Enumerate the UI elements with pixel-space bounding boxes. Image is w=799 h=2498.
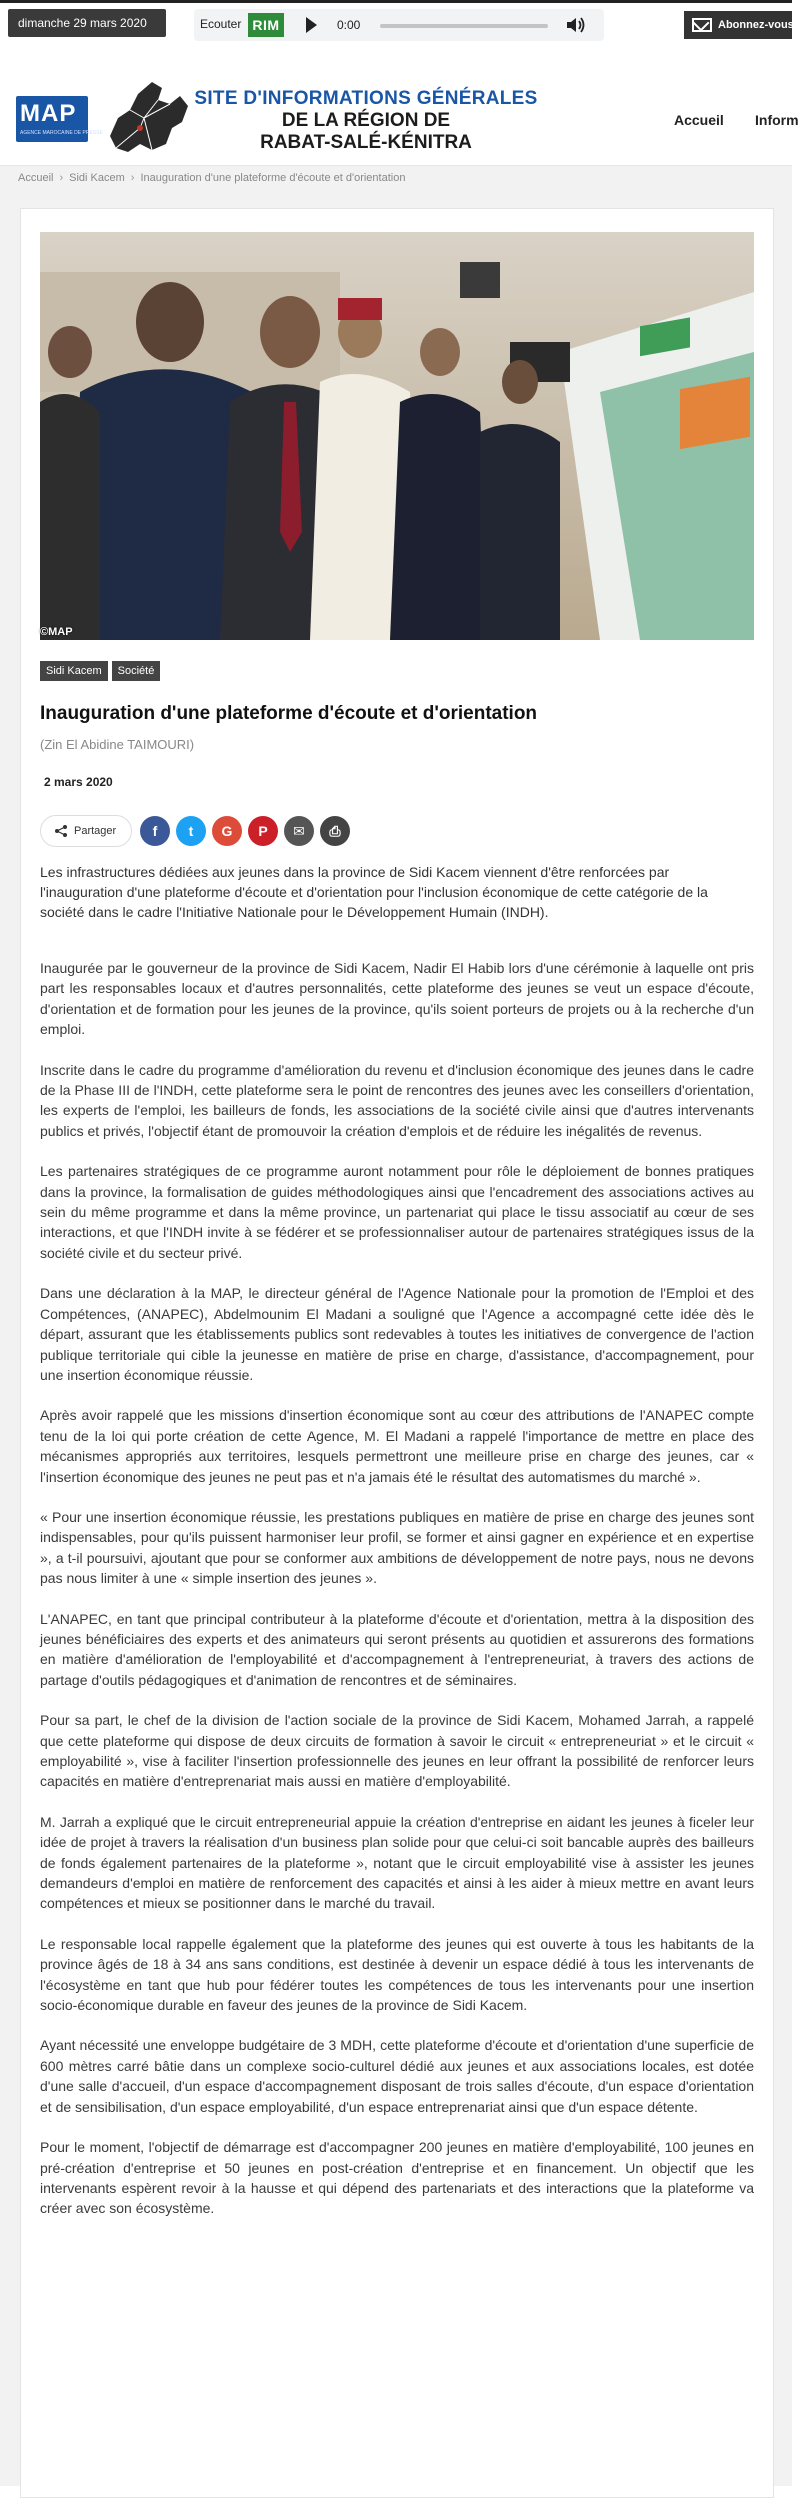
share-button[interactable] bbox=[40, 815, 132, 847]
map-logo[interactable] bbox=[16, 96, 103, 142]
rim-logo: RIM bbox=[248, 13, 284, 37]
top-bar bbox=[0, 0, 792, 48]
breadcrumb-item-accueil[interactable]: Accueil bbox=[18, 172, 54, 184]
nav-item-accueil[interactable]: Accueil bbox=[674, 112, 724, 128]
article-tags bbox=[40, 661, 164, 681]
article-paragraph: Ayant nécessité une enveloppe budgétaire de 3 MDH, cette plateforme d'écoute et d'orientation d'une superficie de 600 mètres carré bâtie dans un complexe socio-culturel dédié aux jeunes et aux associations locales, est dotée d'une salle d'accueil, d'un espace d'accompagnement disposant de trois salles d'écoute, d'un espace d'orientation et de sensibilisation, d'un espace employabilité, d'un espace entreprenariat ainsi que d'un espace détente. bbox=[40, 2037, 754, 2115]
radio-listen-label: Ecouter bbox=[200, 17, 242, 31]
site-title[interactable] bbox=[186, 88, 546, 154]
radio-player bbox=[194, 9, 604, 41]
print-icon[interactable]: ⎙ bbox=[320, 816, 350, 846]
email-icon[interactable]: ✉ bbox=[284, 816, 314, 846]
nav-item-informations[interactable]: Inform bbox=[755, 112, 799, 128]
play-icon[interactable] bbox=[306, 17, 317, 33]
current-date: dimanche 29 mars 2020 bbox=[8, 9, 166, 37]
article-paragraph: L'ANAPEC, en tant que principal contributeur à la plateforme d'écoute et d'orientation, mettra à la disposition des jeunes bénéficiaires des experts et des animateurs qui seront présents au quotidien et assurerons des formations en matière d'amélioration de l'employabilité et d'accompagnement à l'entrepreneuriat, à travers des actions de partage d'outils pédagogiques et d'animation de rencontres et de séminaires. bbox=[40, 1610, 754, 1688]
article-date: 2 mars 2020 bbox=[44, 775, 113, 789]
article-paragraph: Inscrite dans le cadre du programme d'amélioration du revenu et d'inclusion économique des jeunes dans le cadre de la Phase III de l'INDH, cette plateforme sera le point de rencontres des jeunes avec les conseillers d'orientation, les experts de l'emploi, les bailleurs de fonds, les associations de la société civile ainsi que d'autres intervenants publics et privés, l'objectif étant de promouvoir la création d'emplois et de réduire les inégalités de revenus. bbox=[40, 1061, 754, 1139]
site-title-line3: RABAT-SALÉ-KÉNITRA bbox=[260, 132, 472, 153]
google-icon[interactable]: G bbox=[212, 816, 242, 846]
player-time: 0:00 bbox=[337, 18, 361, 32]
facebook-icon[interactable]: f bbox=[140, 816, 170, 846]
article-paragraph: Le responsable local rappelle également que la plateforme des jeunes qui est ouverte à tous les habitants de la province âgés de 18 à 34 ans sans conditions, est destinée à devenir un espace dédié à tous les intervenants de l'écosystème en tant que hub pour fédérer toutes les compétences de tous les intervenants pour une insertion socio-économique durable en faveur des jeunes de la province de Sidi Kacem. bbox=[40, 1935, 754, 2014]
site-title-line2: DE LA RÉGION DE bbox=[281, 110, 451, 131]
article-paragraph: Après avoir rappelé que les missions d'insertion économique sont au cœur des attributions de l'ANAPEC compte tenu de la loi qui porte création de cette Agence, M. El Madani a rappelé l'importance de mettre en place des mécanismes appropriés aux territoires, lesquels permettront une meilleure prise en charge des jeunes, car « l'insertion économique des jeunes ne peut pas et n'a jamais été le résultat des automatismes du marché ». bbox=[40, 1407, 754, 1485]
site-header bbox=[0, 48, 799, 166]
tag-societe[interactable]: Société bbox=[112, 661, 161, 681]
article-body bbox=[40, 958, 754, 2239]
subscribe-button[interactable] bbox=[684, 11, 792, 39]
breadcrumb bbox=[18, 172, 411, 184]
article-intro: Les infrastructures dédiées aux jeunes dans la province de Sidi Kacem viennent d'être renforcées par l'inauguration d'une plateforme d'écoute et d'orientation pour l'inclusion économique de cette catégorie de la société dans le cadre l'Initiative Nationale pour le Développement Humain (INDH). bbox=[40, 864, 708, 920]
article-paragraph: Pour sa part, le chef de la division de l'action sociale de la province de Sidi Kacem, Mohamed Jarrah, a rappelé que cette plateforme qui dispose de deux circuits de formation à savoir le circuit « entrepreneuriat » et le circuit « employabilité », vise à faciliter l'insertion professionnelle des jeunes en leur offrant la possibilité de renforcer leurs capacités en matière d'entreprenariat mais aussi en matière d'employabilité. bbox=[40, 1712, 754, 1790]
photo-credit: ©MAP bbox=[40, 626, 73, 638]
share-label: Partager bbox=[74, 825, 117, 837]
volume-icon[interactable] bbox=[566, 16, 586, 34]
article-title: Inauguration d'une plateforme d'écoute et d'orientation bbox=[40, 703, 538, 724]
map-logo-text: MAP bbox=[20, 100, 77, 127]
region-map-icon bbox=[100, 66, 196, 162]
player-seek-bar[interactable] bbox=[380, 24, 548, 28]
article-paragraph: Inaugurée par le gouverneur de la province de Sidi Kacem, Nadir El Habib lors d'une cérémonie à laquelle ont pris part les responsables locaux et d'autres personnalités, cette plateforme des jeunes se veut un espace d'écoute, d'orientation et de formation pour les jeunes de la province, qu'ils soient porteurs de projets ou à la recherche d'un emploi. bbox=[40, 960, 754, 1038]
article-paragraph: Dans une déclaration à la MAP, le directeur général de l'Agence Nationale pour la promotion de l'Emploi et des Compétences, (ANAPEC), Abdelmounim El Madani a souligné que l'Agence a accompagné cette idée dès le départ, assurant que les établissements publics sont redevables à toutes les initiatives de convergence de l'action publique territoriale qui cible la jeunesse en matière de prise en charge, d'assistance, d'accompagnement, pour une insertion économique réussie. bbox=[40, 1285, 754, 1383]
breadcrumb-separator-icon: › bbox=[59, 172, 64, 184]
share-icon bbox=[54, 825, 68, 837]
twitter-icon[interactable]: t bbox=[176, 816, 206, 846]
subscribe-label: Abonnez-vous bbox=[718, 19, 794, 31]
article-paragraph: Pour le moment, l'objectif de démarrage est d'accompagner 200 jeunes en matière d'employabilité, 100 jeunes en pré-création d'entreprise et 50 jeunes en post-création d'entreprise et en financement. Un objectif que les intervenants espèrent revoir à la hausse et qui dépend des partenariats et des interactions que la plateforme va créer avec son écosystème. bbox=[40, 2139, 754, 2217]
article-author: (Zin El Abidine TAIMOURI) bbox=[40, 737, 195, 752]
article-paragraph: « Pour une insertion économique réussie, les prestations publiques en matière de prise en charge des jeunes sont indispensables, pour qu'ils puissent harmoniser leur profil, se former et ainsi gagner en expérience et en expertise », a t-il poursuivi, ajoutant que pour se conformer aux ambitions de développement de notre pays, nous ne devons pas nous limiter à une « simple insertion des jeunes ». bbox=[40, 1508, 754, 1587]
mail-icon bbox=[692, 18, 712, 32]
pinterest-icon[interactable]: P bbox=[248, 816, 278, 846]
breadcrumb-item-current: Inauguration d'une plateforme d'écoute et d'orientation bbox=[140, 172, 406, 184]
map-logo-subtitle: AGENCE MAROCAINE DE PRESSE bbox=[20, 130, 103, 136]
article-paragraph: Les partenaires stratégiques de ce programme auront notamment pour rôle le déploiement de bonnes pratiques dans la province, la formalisation de guides méthodologiques ainsi que l'encadrement des associations actives au sein du même programme et dans la même province, un partenariat qui place le tissu associatif au cœur de ses interactions, et que l'INDH invite à se fédérer et se professionnaliser autour de partenaires stratégiques issus de la société civile et du secteur privé. bbox=[40, 1163, 754, 1261]
article-hero-photo bbox=[40, 232, 754, 640]
article-paragraph: M. Jarrah a expliqué que le circuit entrepreneurial appuie la création d'entreprise en aidant les jeunes à ficeler leur idée de projet à travers la réalisation d'un business plan solide pour que celui-ci soit bancable auprès des bailleurs de fonds également partenaires de la plateforme », notant que le circuit employabilité vise à assister les jeunes demandeurs d'emploi en matière de renforcement des capacités et ainsi à les aider à mieux mettre en avant leurs compétences et mieux se positionner dans le marché du travail. bbox=[40, 1813, 754, 1912]
breadcrumb-item-sidi-kacem[interactable]: Sidi Kacem bbox=[69, 172, 125, 184]
breadcrumb-separator-icon: › bbox=[130, 172, 135, 184]
site-title-line1: SITE D'INFORMATIONS GÉNÉRALES bbox=[194, 88, 538, 109]
tag-sidi-kacem[interactable]: Sidi Kacem bbox=[40, 661, 108, 681]
